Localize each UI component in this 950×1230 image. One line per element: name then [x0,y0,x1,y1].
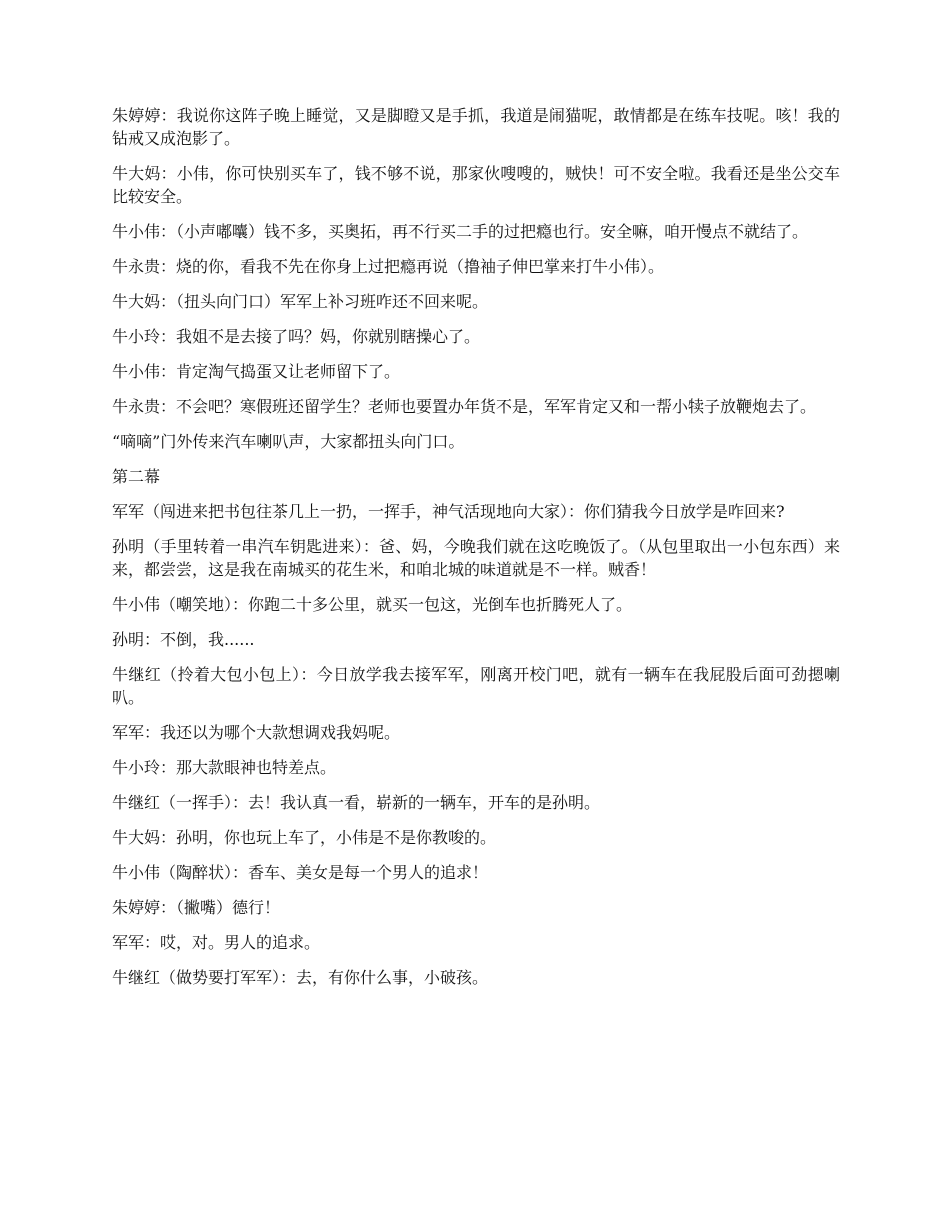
paragraph-7: 牛小伟：肯定淘气捣蛋又让老师留下了。 [112,362,401,381]
paragraph-14: 孙明：不倒，我...... [112,630,255,649]
paragraph-21: 朱婷婷：（撇嘴）德行！ [112,898,281,917]
paragraph-11: 军军（闯进来把书包往茶几上一扔，一挥手，神气活现地向大家）：你们猜我今日放学是咋回来? [112,502,785,521]
paragraph-5: 牛大妈：（扭头向门口）军军上补习班咋还不回来呢。 [112,292,489,311]
paragraph-18: 牛继红（一挥手）：去！我认真一看，崭新的一辆车，开车的是孙明。 [112,793,601,812]
script-body [112,104,840,1001]
paragraph-19: 牛大妈：孙明，你也玩上车了，小伟是不是你教唆的。 [112,828,497,847]
paragraph-6: 牛小玲：我姐不是去接了吗？妈，你就别瞎操心了。 [112,327,481,346]
paragraph-15: 牛继红（拎着大包小包上）：今日放学我去接军军，刚离开校门吧，就有一辆车在我屁股后面可劲摁喇叭。 [112,665,840,707]
paragraph-20: 牛小伟（陶醉状）：香车、美女是每一个男人的追求！ [112,863,489,882]
act-heading: 第二幕 [112,467,161,486]
paragraph-17: 牛小玲：那大款眼神也特差点。 [112,758,337,777]
paragraph-23: 牛继红（做势要打军军）：去，有你什么事，小破孩。 [112,968,489,987]
paragraph-13: 牛小伟（嘲笑地）：你跑二十多公里，就买一包这，光倒车也折腾死人了。 [112,595,633,614]
paragraph-16: 军军：我还以为哪个大款想调戏我妈呢。 [112,723,401,742]
paragraph-12: 孙明（手里转着一串汽车钥匙进来）：爸、妈，今晚我们就在这吃晚饭了。（从包里取出一小包东西）来来，都尝尝，这是我在南城买的花生米，和咱北城的味道就是不一样。贼香！ [112,537,840,579]
paragraph-4: 牛永贵：烧的你，看我不先在你身上过把瘾再说（撸袖子伸巴掌来打牛小伟）。 [112,257,665,276]
paragraph-8: 牛永贵：不会吧？寒假班还留学生？老师也要置办年货不是，军军肯定又和一帮小犊子放鞭炮去了。 [112,397,817,416]
paragraph-3: 牛小伟：（小声嘟囔）钱不多，买奥拓，再不行买二手的过把瘾也行。安全嘛，咱开慢点不就结了。 [112,222,809,241]
paragraph-2: 牛大妈：小伟，你可快别买车了，钱不够不说，那家伙嗖嗖的，贼快！可不安全啦。我看还是坐公交车比较安全。 [112,164,840,206]
paragraph-22: 军军：哎，对。男人的追求。 [112,933,321,952]
stage-direction: “嘀嘀”门外传来汽车喇叭声，大家都扭头向门口。 [112,432,465,451]
paragraph-1: 朱婷婷：我说你这阵子晚上睡觉，又是脚瞪又是手抓，我道是闹猫呢，敢情都是在练车技呢。咳！我的钻戒又成泡影了。 [112,106,840,148]
